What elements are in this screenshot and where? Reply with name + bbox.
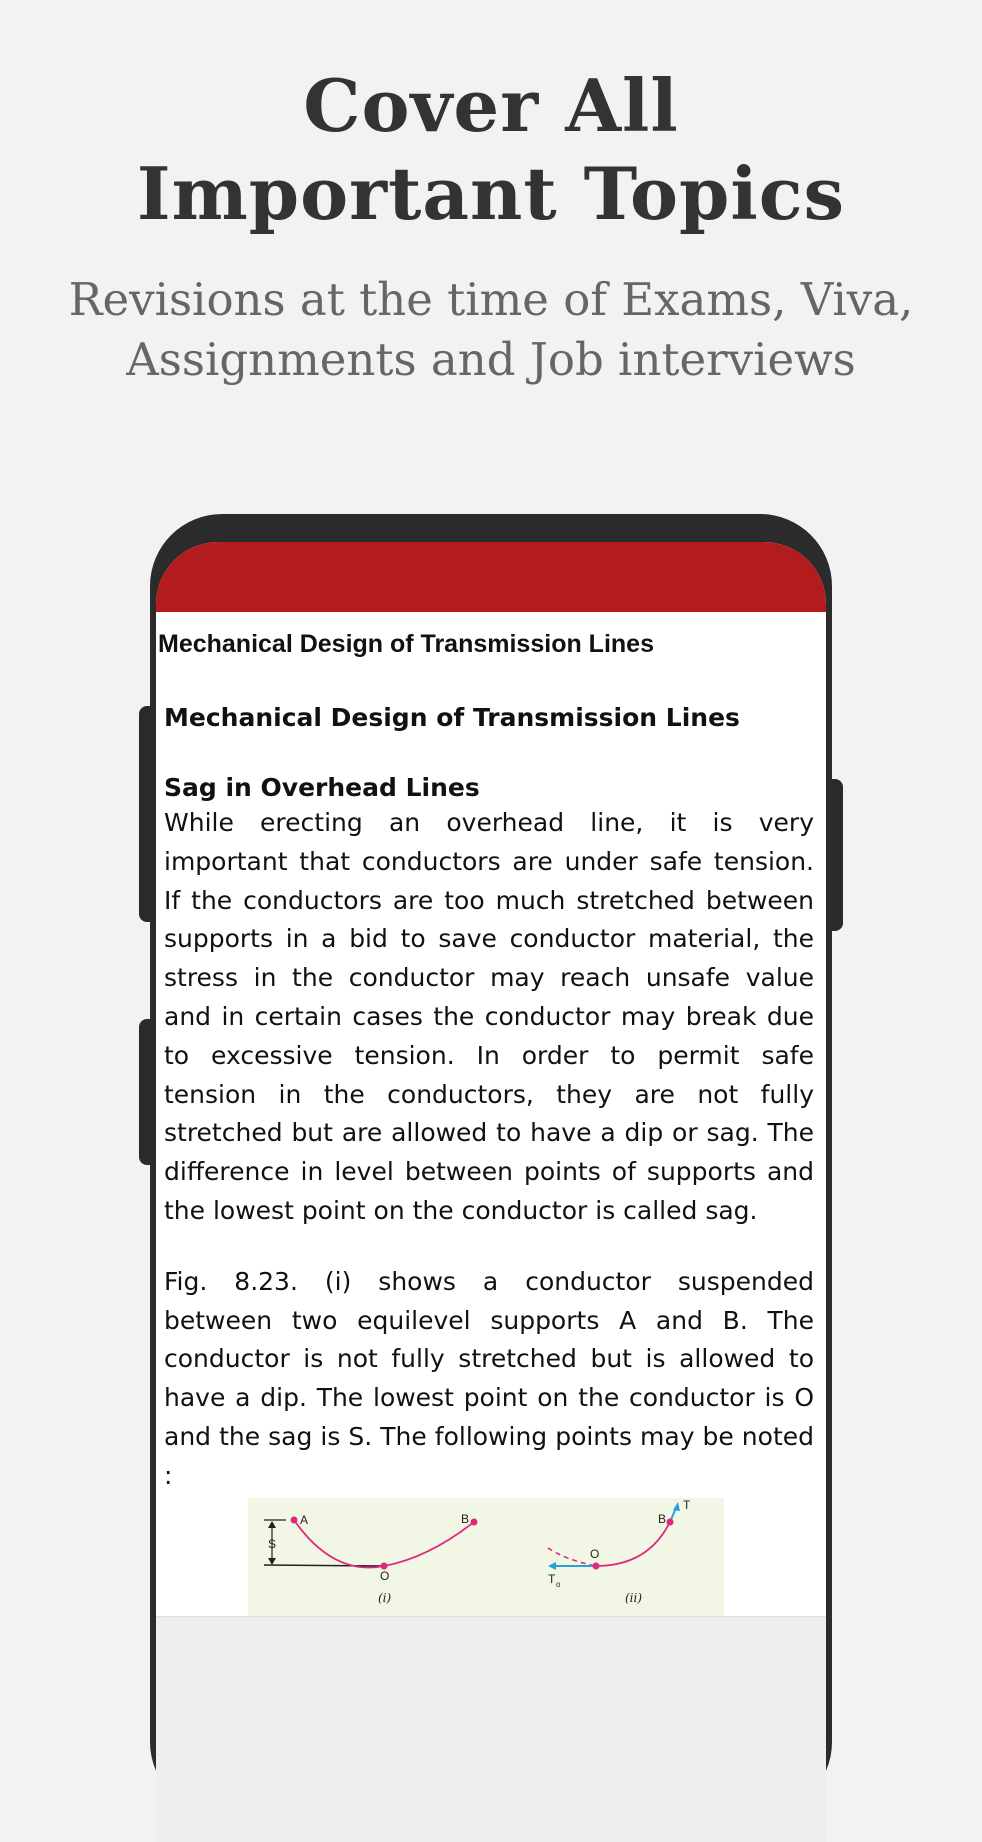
phone-mockup <box>150 514 832 1814</box>
label-o-i: O <box>380 1569 390 1583</box>
article-body <box>164 702 814 1496</box>
point-o-ii <box>593 1563 600 1570</box>
article-subheading: Sag in Overhead Lines <box>164 773 480 802</box>
label-b-ii: B <box>658 1512 667 1526</box>
caption-ii: (ii) <box>625 1591 643 1605</box>
article-paragraph-1: While erecting an overhead line, it is very important that conductors are under safe tension. If the conductors are too much stretched between supports in a bid to save conductor material, the stress in the conductor may reach unsafe value and in certain cases the conductor may break due to excessive tension. In order to permit safe tension in the conductors, they are not fully stretched but are allowed to have a dip or sag. The difference in level between points of supports and the lowest point on the conductor is called sag. <box>164 808 814 1225</box>
promo-title-line2: Important Topics <box>136 151 846 236</box>
promo-subtitle-line1: Revisions at the time of Exams, Viva, <box>68 273 914 326</box>
sag-arrow-down <box>268 1558 276 1565</box>
promo-subtitle <box>0 270 982 390</box>
label-a: A <box>300 1513 309 1527</box>
label-b-i: B <box>461 1512 470 1526</box>
promo-subtitle-line2: Assignments and Job interviews <box>126 333 856 386</box>
caption-i: (i) <box>378 1591 392 1605</box>
sag-figure <box>248 1498 724 1616</box>
point-a <box>291 1517 298 1524</box>
tension-t-arrow <box>673 1502 680 1511</box>
label-o-ii: O <box>590 1547 600 1561</box>
app-bar <box>156 542 826 612</box>
promo-title-line1: Cover All <box>303 63 679 148</box>
sag-diagram <box>248 1498 724 1616</box>
label-t0: T <box>548 1572 556 1586</box>
label-s: S <box>268 1537 277 1551</box>
label-t: T <box>683 1498 691 1512</box>
article-paragraph-2: Fig. 8.23. (i) shows a conductor suspended between two equilevel supports A and B. The conductor is not fully stretched but is allowed to have a dip. The lowest point on the conductor is O and the sag is S. The following points may be noted : <box>164 1266 814 1490</box>
point-b-i <box>471 1519 478 1526</box>
document-title: Mechanical Design of Transmission Lines <box>158 630 654 658</box>
label-t0-subscript: o <box>556 1580 561 1589</box>
tension-t0-arrow <box>548 1562 556 1570</box>
promo-title <box>0 62 982 238</box>
screen-bottom-area <box>156 1616 826 1842</box>
conductor-curve-ii <box>596 1522 670 1566</box>
phone-screen <box>156 542 826 1842</box>
article-heading: Mechanical Design of Transmission Lines <box>164 703 740 732</box>
reference-line <box>264 1565 384 1566</box>
conductor-curve-i <box>294 1520 474 1568</box>
point-b-ii <box>667 1519 674 1526</box>
sag-arrow-up <box>268 1521 276 1528</box>
